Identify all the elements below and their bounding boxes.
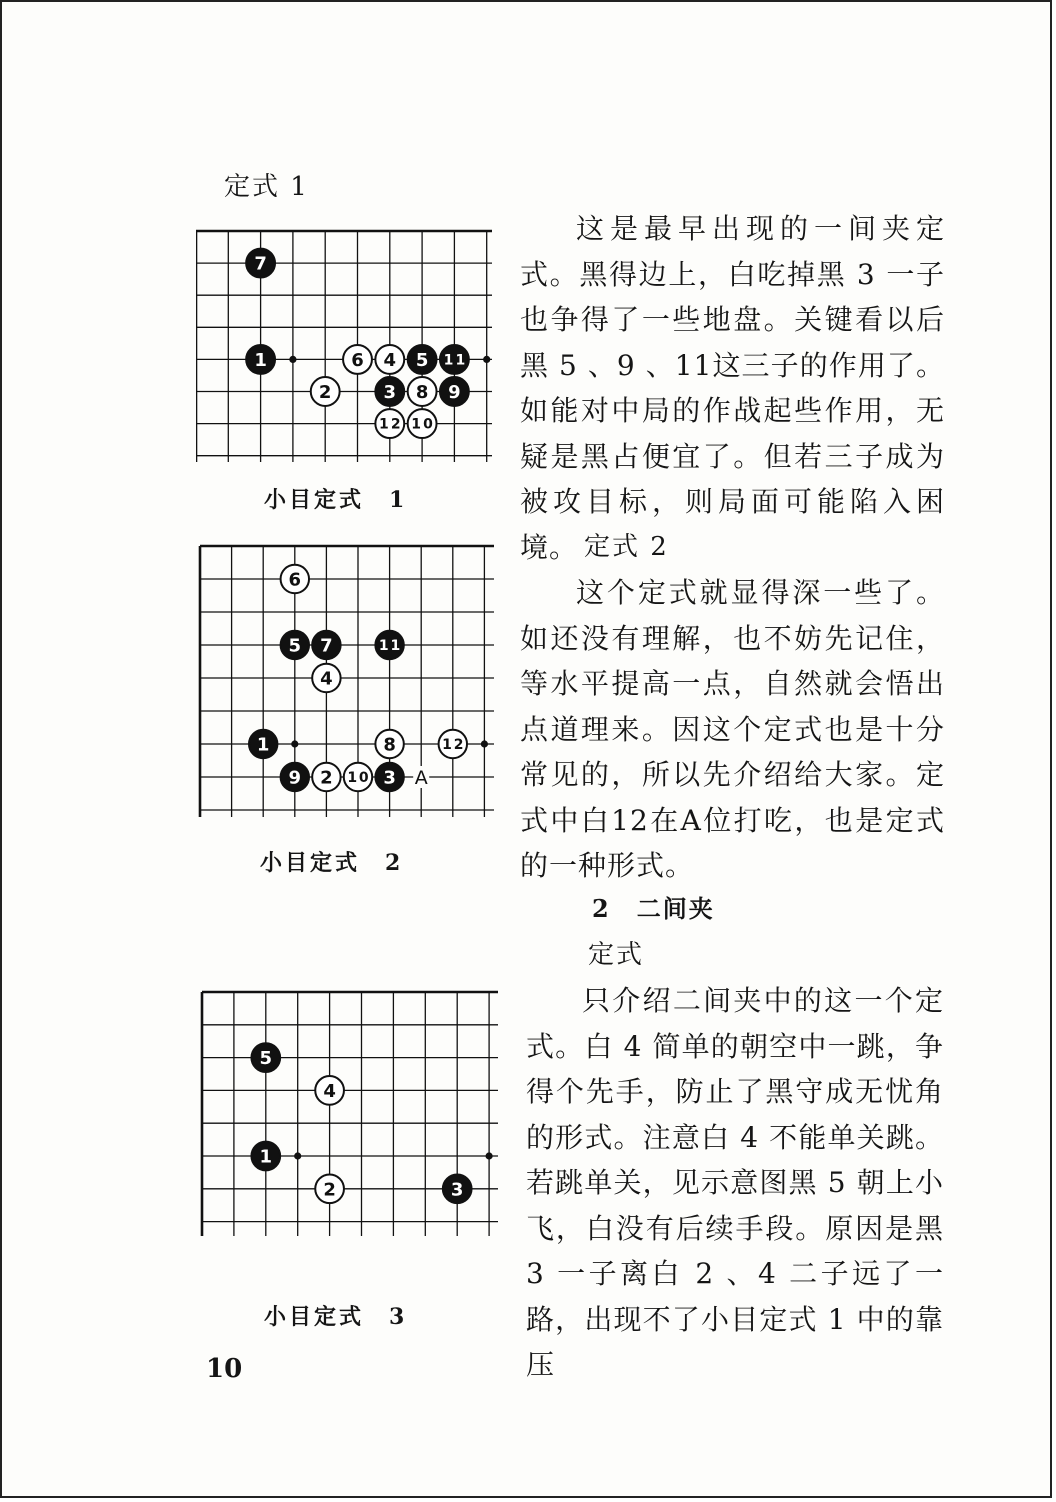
stone-move-number: 3 [383,381,397,403]
stone-move-number: 7 [254,253,267,275]
position-mark-label: A [414,767,428,789]
stone-move-number: 4 [383,349,397,371]
section2-heading: 定式 2 [584,532,669,562]
stone-move-number: 5 [259,1048,273,1070]
stone-move-number: 5 [415,349,429,371]
stone-move-number: 8 [383,734,396,756]
stone-move-number: 2 [318,381,332,403]
star-point [481,740,488,747]
stone-move-number: 5 [288,635,302,657]
go-diagram-1 [196,226,492,466]
stone-move-number: 11 [443,352,466,369]
go-board-3 [196,986,498,1236]
star-point [294,1152,301,1159]
stone-move-number: 11 [378,638,401,655]
page-number: 10 [206,1354,243,1384]
stone-move-number: 4 [323,1080,336,1102]
stone-move-number: 9 [448,381,461,403]
star-point [486,1152,493,1159]
stone-move-number: 6 [288,569,302,591]
stone-move-number: 9 [288,767,302,789]
stone-move-number: 12 [442,737,464,754]
star-point [291,740,298,747]
go-diagram-2 [196,542,494,821]
diagram-3-caption: 小目定式 3 [264,1304,408,1330]
go-board-1 [196,226,492,462]
stone-move-number: 2 [323,1179,336,1201]
stone-move-number: 4 [320,668,333,690]
stone-move-number: 10 [411,416,433,433]
section3-heading: 2 二间夹 [592,894,715,923]
stone-move-number: 2 [320,767,333,789]
stone-move-number: 6 [351,349,364,371]
stone-move-number: 7 [320,635,333,657]
section3-subheading: 定式 [588,940,645,970]
stone-move-number: 12 [378,416,401,433]
section1-heading: 定式 1 [224,172,309,202]
go-diagram-3 [196,986,498,1240]
diagram-1-caption: 小目定式 1 [264,487,408,513]
paragraph-3: 只介绍二间夹中的这一个定式。白 4 简单的朝空中一跳，争得个先手，防止了黑守成无忧角的形式。注意白 4 不能单关跳。若跳单关，见示意图黑 5 朝上小飞，白没有后续手段。原因是黑 3 一子离白 2 、4 二子远了一路，出现不了小目定式 1 中的靠压 [526,984,944,1381]
go-board-2 [196,542,494,817]
star-point [289,356,296,363]
star-point [483,356,490,363]
stone-move-number: 10 [347,770,369,787]
stone-move-number: 1 [254,349,267,371]
paragraph-1: 这是最早出现的一间夹定式。黑得边上，白吃掉黑 3 一子也争得了一些地盘。关键看以后黑 5 、9 、11这三子的作用了。如能对中局的作战起些作用，无疑是黑占便宜了。但若三子成为被攻目标，则局面可能陷入困境。 [520,212,945,564]
stone-move-number: 3 [383,767,396,789]
stone-move-number: 8 [415,381,429,403]
paragraph-2: 这个定式就显得深一些了。如还没有理解，也不妨先记住，等水平提高一点，自然就会悟出点道理来。因这个定式也是十分常见的，所以先介绍给大家。定式中白12在A位打吃，也是定式的一种形式。 [520,576,945,882]
diagram-2-caption: 小目定式 2 [260,850,404,876]
stone-move-number: 1 [259,1146,273,1168]
stone-move-number: 3 [450,1179,464,1201]
stone-move-number: 1 [256,734,270,756]
